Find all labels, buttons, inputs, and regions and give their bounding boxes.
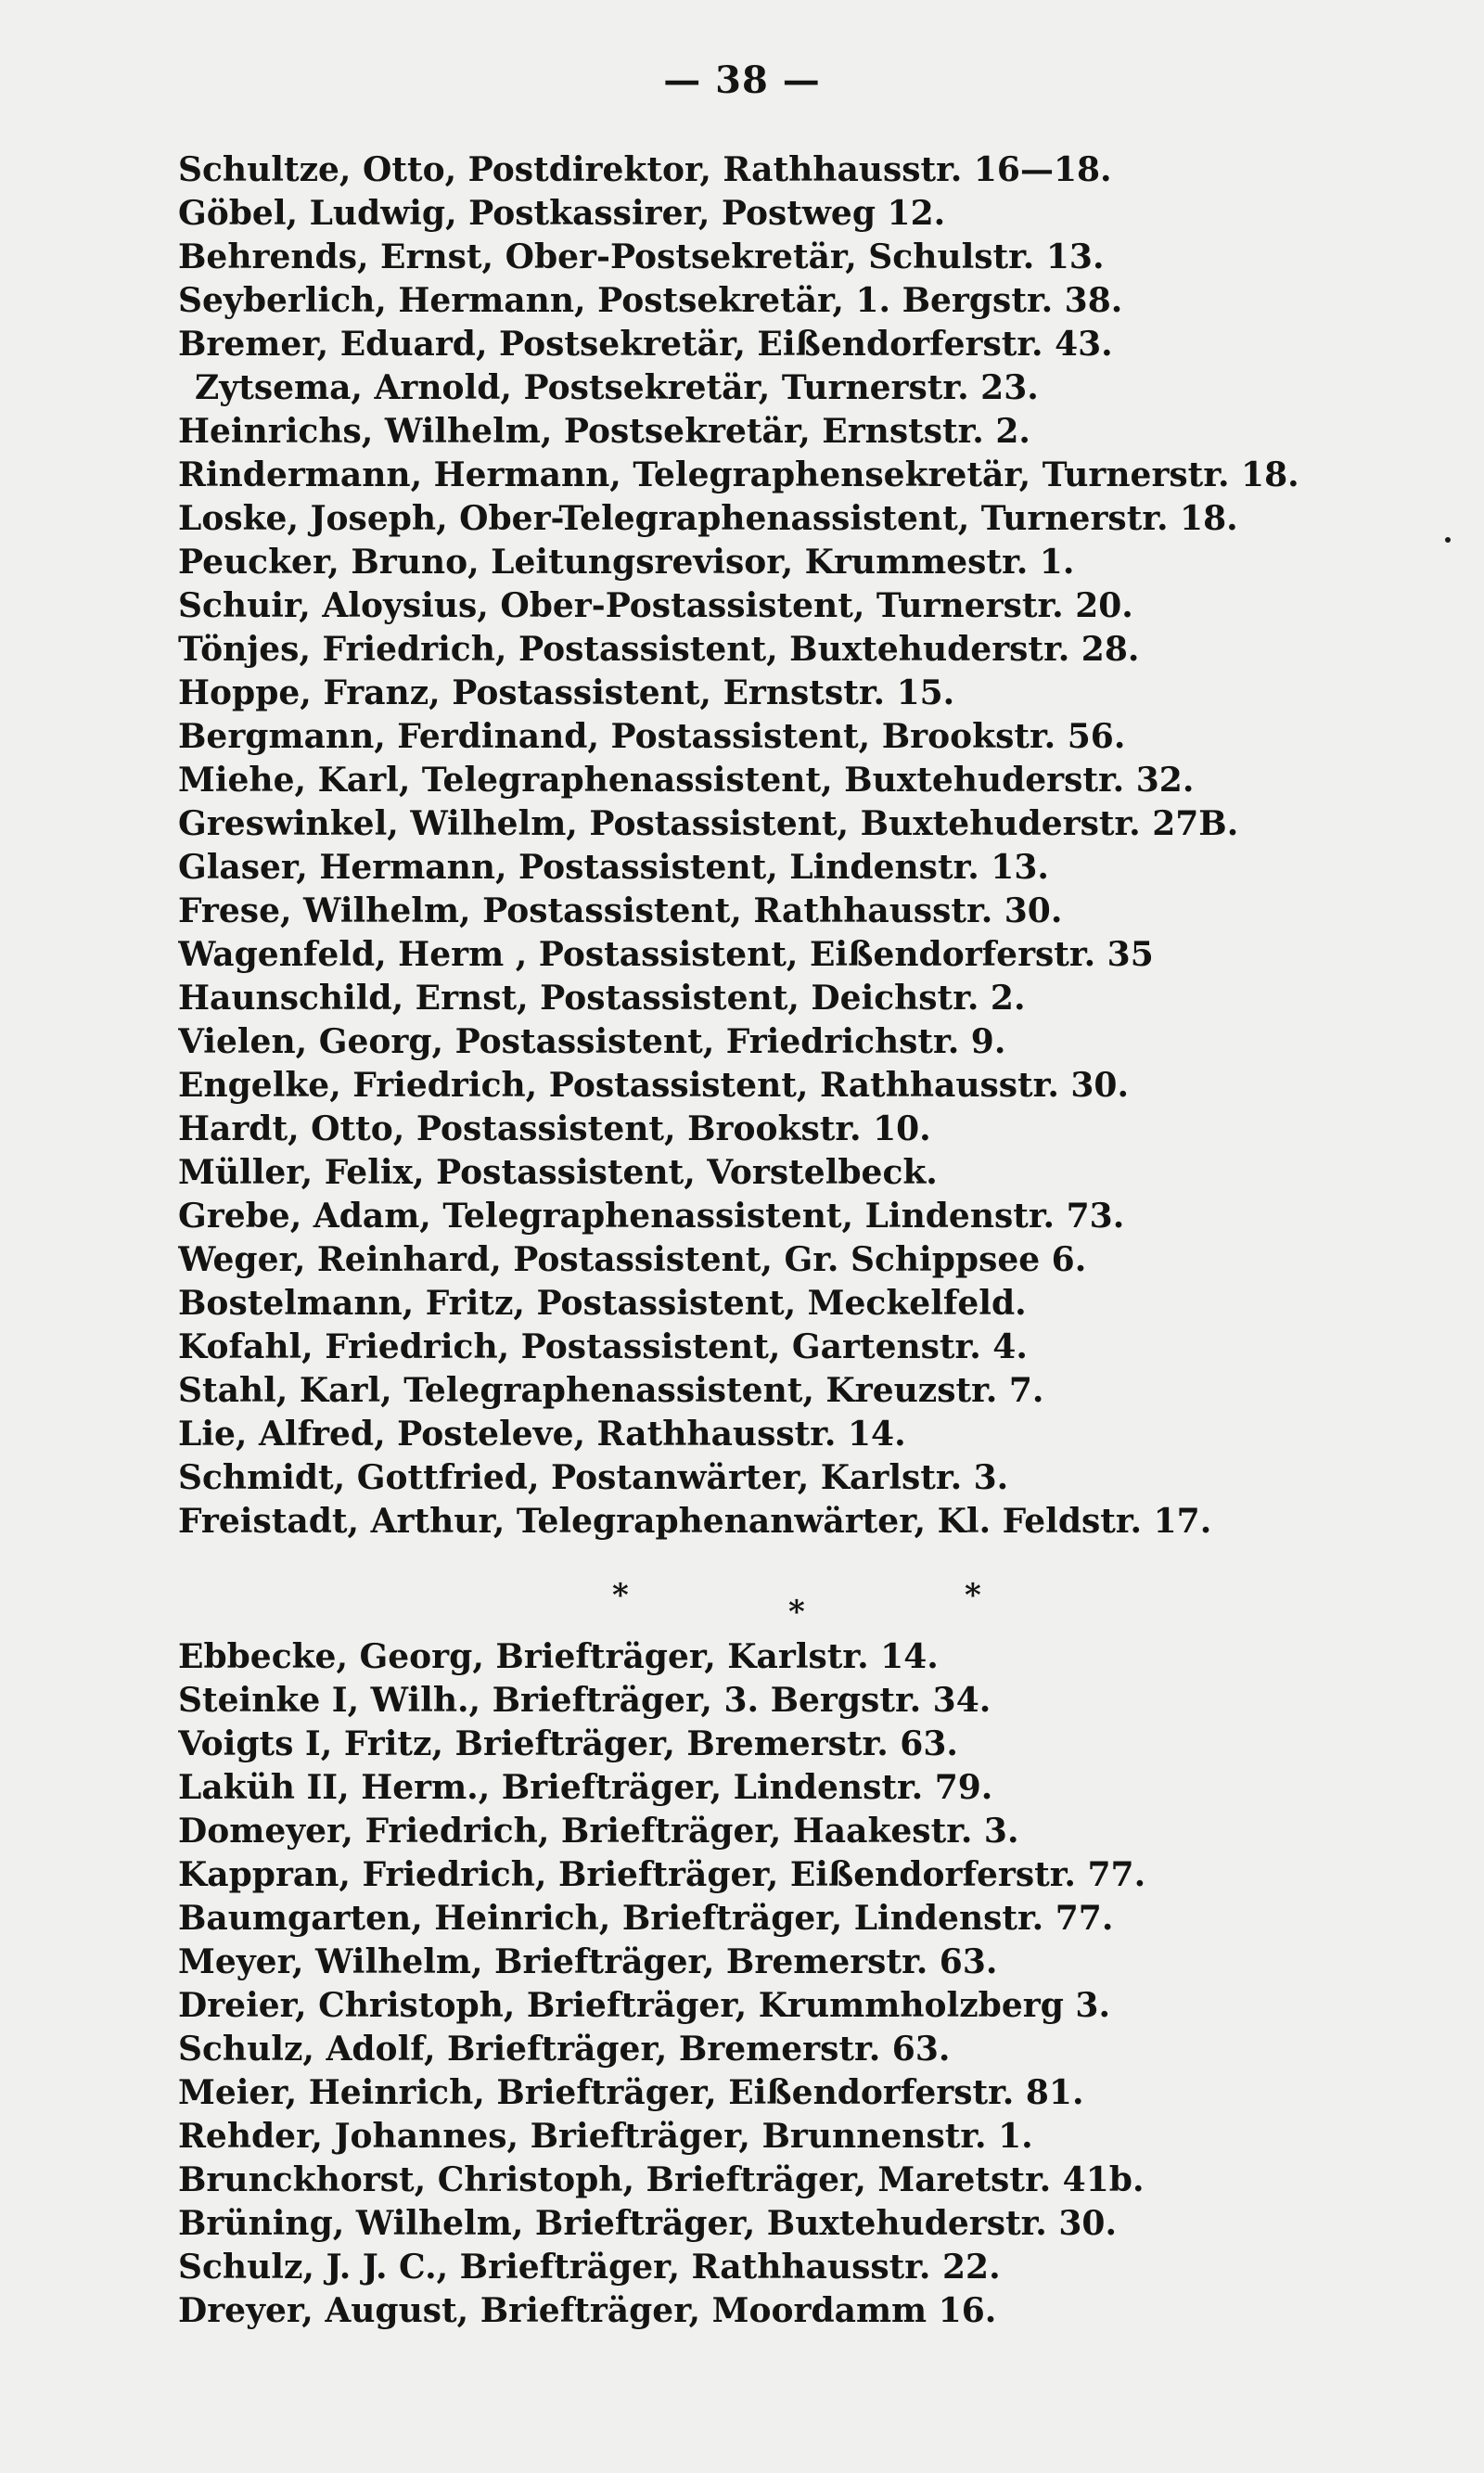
page-number: — 38 —: [663, 58, 821, 102]
list-item: Miehe, Karl, Telegraphenassistent, Buxtehuderstr. 32.: [178, 761, 1195, 800]
directory-list-bottom: [178, 1635, 1412, 2333]
list-item: Baumgarten, Heinrich, Briefträger, Lindenstr. 77.: [178, 1899, 1114, 1938]
list-item: Schuir, Aloysius, Ober-Postassistent, Turnerstr. 20.: [178, 586, 1133, 625]
list-item: Haunschild, Ernst, Postassistent, Deichstr. 2.: [178, 979, 1026, 1018]
list-item: Ebbecke, Georg, Briefträger, Karlstr. 14.: [178, 1637, 939, 1676]
directory-list-top: [178, 148, 1412, 1544]
list-item: Peucker, Bruno, Leitungsrevisor, Krummestr. 1.: [178, 543, 1075, 582]
list-item: Weger, Reinhard, Postassistent, Gr. Schippsee 6.: [178, 1240, 1087, 1279]
list-item: Wagenfeld, Herm , Postassistent, Eißendorferstr. 35: [178, 935, 1154, 974]
list-item: Kappran, Friedrich, Briefträger, Eißendorferstr. 77.: [178, 1855, 1146, 1894]
list-item: Zytsema, Arnold, Postsekretär, Turnerstr. 23.: [195, 368, 1039, 407]
asterisk-middle: *: [788, 1594, 805, 1631]
list-item: Freistadt, Arthur, Telegraphenanwärter, Kl. Feldstr. 17.: [178, 1502, 1212, 1541]
list-item: Schulz, J. J. C., Briefträger, Rathhausstr. 22.: [178, 2248, 1001, 2287]
list-item: Tönjes, Friedrich, Postassistent, Buxtehuderstr. 28.: [178, 630, 1140, 669]
list-item: Hoppe, Franz, Postassistent, Ernststr. 15.: [178, 673, 955, 712]
list-item: Kofahl, Friedrich, Postassistent, Gartenstr. 4.: [178, 1327, 1028, 1366]
list-item: Bergmann, Ferdinand, Postassistent, Brookstr. 56.: [178, 717, 1126, 756]
list-item: Loske, Joseph, Ober-Telegraphenassistent, Turnerstr. 18.: [178, 499, 1238, 538]
list-item: Rindermann, Hermann, Telegraphensekretär, Turnerstr. 18.: [178, 455, 1299, 494]
list-item: Glaser, Hermann, Postassistent, Lindenstr. 13.: [178, 848, 1049, 887]
list-item: Müller, Felix, Postassistent, Vorstelbeck.: [178, 1153, 938, 1192]
list-item: Lie, Alfred, Posteleve, Rathhausstr. 14.: [178, 1415, 906, 1454]
list-item: Hardt, Otto, Postassistent, Brookstr. 10.: [178, 1109, 931, 1148]
list-item: Göbel, Ludwig, Postkassirer, Postweg 12.: [178, 194, 946, 233]
list-item: Rehder, Johannes, Briefträger, Brunnenstr. 1.: [178, 2117, 1033, 2156]
list-item: Meier, Heinrich, Briefträger, Eißendorferstr. 81.: [178, 2073, 1084, 2112]
list-item: Steinke I, Wilh., Briefträger, 3. Bergstr. 34.: [178, 1681, 991, 1720]
list-item: Meyer, Wilhelm, Briefträger, Bremerstr. 63.: [178, 1942, 998, 1981]
asterisk-right: *: [965, 1577, 981, 1614]
list-item: Heinrichs, Wilhelm, Postsekretär, Ernststr. 2.: [178, 412, 1030, 451]
list-item: Greswinkel, Wilhelm, Postassistent, Buxtehuderstr. 27B.: [178, 804, 1239, 843]
list-item: Domeyer, Friedrich, Briefträger, Haakestr. 3.: [178, 1812, 1019, 1851]
list-item: Brunckhorst, Christoph, Briefträger, Maretstr. 41b.: [178, 2160, 1145, 2199]
list-item: Brüning, Wilhelm, Briefträger, Buxtehuderstr. 30.: [178, 2204, 1118, 2243]
list-item: Behrends, Ernst, Ober-Postsekretär, Schulstr. 13.: [178, 237, 1105, 276]
list-item: Stahl, Karl, Telegraphenassistent, Kreuzstr. 7.: [178, 1371, 1044, 1410]
list-item: Frese, Wilhelm, Postassistent, Rathhausstr. 30.: [178, 891, 1063, 930]
list-item: Schultze, Otto, Postdirektor, Rathhausstr. 16—18.: [178, 150, 1112, 189]
section-separator: [0, 1577, 1484, 1631]
list-item: Grebe, Adam, Telegraphenassistent, Lindenstr. 73.: [178, 1197, 1125, 1236]
list-item: Seyberlich, Hermann, Postsekretär, 1. Bergstr. 38.: [178, 281, 1123, 320]
list-item: Dreier, Christoph, Briefträger, Krummholzberg 3.: [178, 1986, 1110, 2025]
list-item: Engelke, Friedrich, Postassistent, Rathhausstr. 30.: [178, 1066, 1130, 1105]
list-item: Schmidt, Gottfried, Postanwärter, Karlstr. 3.: [178, 1458, 1009, 1497]
list-item: Bremer, Eduard, Postsekretär, Eißendorferstr. 43.: [178, 325, 1113, 364]
list-item: Vielen, Georg, Postassistent, Friedrichstr. 9.: [178, 1022, 1006, 1061]
list-item: Dreyer, August, Briefträger, Moordamm 16.: [178, 2291, 997, 2330]
asterisk-left: *: [612, 1577, 629, 1614]
margin-dot: [1445, 537, 1451, 543]
list-item: Laküh II, Herm., Briefträger, Lindenstr. 79.: [178, 1768, 993, 1807]
list-item: Voigts I, Fritz, Briefträger, Bremerstr. 63.: [178, 1724, 958, 1763]
list-item: Bostelmann, Fritz, Postassistent, Meckelfeld.: [178, 1284, 1027, 1323]
list-item: Schulz, Adolf, Briefträger, Bremerstr. 63.: [178, 2030, 951, 2069]
